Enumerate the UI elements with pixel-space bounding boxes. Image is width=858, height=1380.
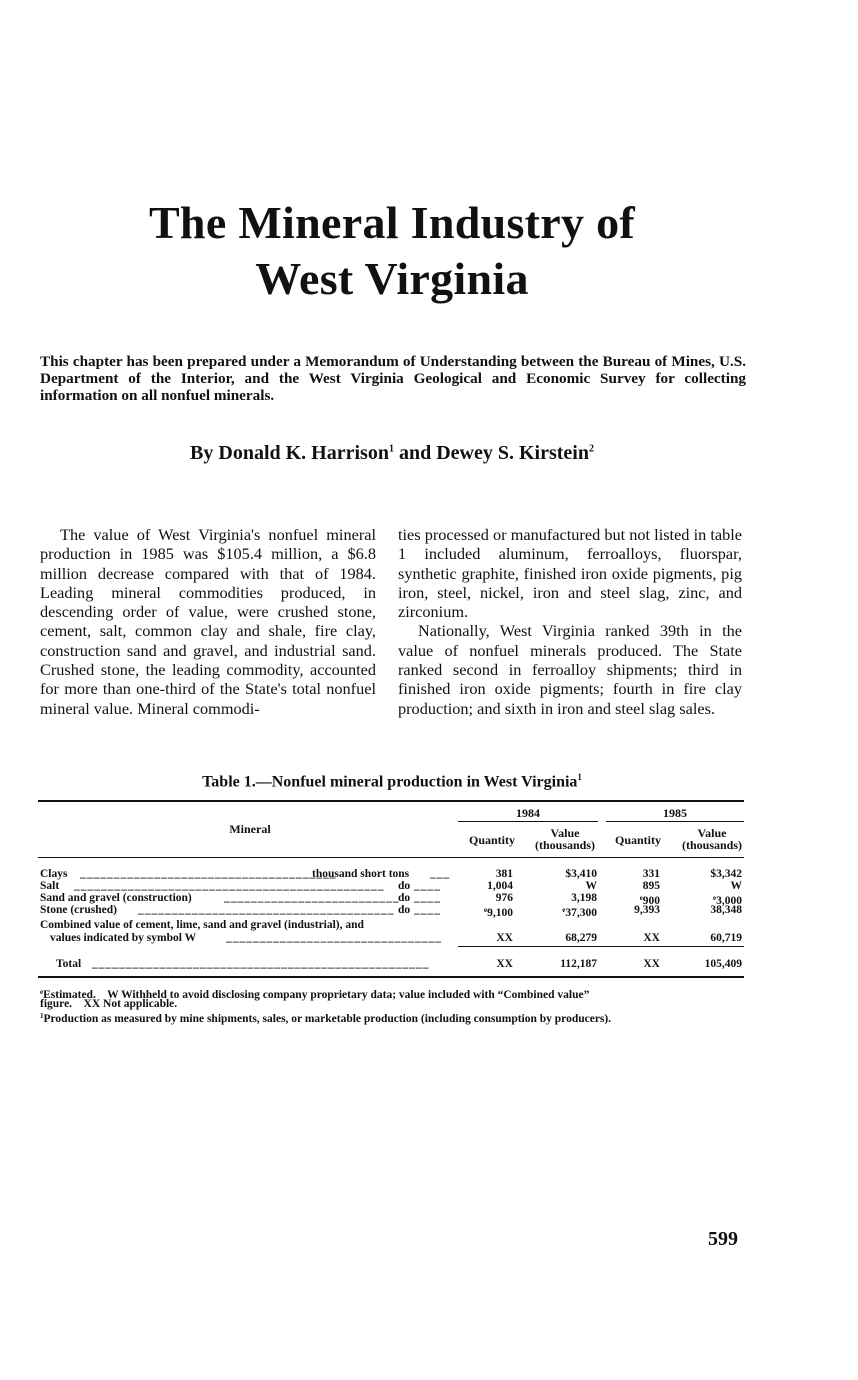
table-footnote-2: $^1$Production as measured by mine shipments, sales, or marketable production (including consumption by producers). — [40, 1012, 612, 1025]
leader-dots: ______________________________________________ — [74, 880, 385, 892]
body-paragraph-1-cont: ties processed or manufactured but not listed in table 1 included aluminum, ferroalloys, fluorspar, synthetic graphite, finished iron oxide pigments, pig iron, steel, nickel, iron and steel slag, zinc, and zirconium. — [398, 525, 742, 622]
author-1: By Donald K. Harrison — [190, 442, 389, 464]
author-2-footnote: 2 — [588, 443, 594, 455]
body-paragraph-2: Nationally, West Virginia ranked 39th in the value of nonfuel minerals produced. The State ranked second in ferroalloy shipments; third in finished iron oxide pigments; fourth in fire clay production; and sixth in iron and steel slag sales. — [398, 621, 742, 718]
byline — [0, 442, 784, 465]
table-row: Salt ______________________________________________ do ____ 1,004 W 895 W — [40, 880, 742, 892]
body-column-left — [40, 525, 376, 718]
header-bottom-rule — [38, 857, 744, 858]
title-line-2: West Virginia — [255, 253, 529, 304]
table-caption-footnote: 1 — [577, 772, 582, 782]
table-footnote-1b: figure. XX Not applicable. — [40, 998, 178, 1010]
table-row-total: Total __________________________________________________ XX 112,187 XX 105,409 — [56, 958, 742, 970]
combined-sum-rule — [458, 946, 744, 947]
header-mineral: Mineral — [229, 822, 271, 836]
body-column-right — [398, 525, 742, 718]
table-footnote-1: $^e$Estimated. W Withheld to avoid disclosing company proprietary data; value included with “Combined value” — [40, 988, 590, 1001]
table-top-rule — [38, 800, 744, 802]
table-row-combined: values indicated by symbol W ________________________________ XX 68,279 XX 60,719 — [50, 932, 742, 944]
leader-dots: __________________________ — [224, 892, 400, 904]
year-1985-rule — [606, 821, 744, 822]
table-row: Clays ______________________________________ thousand short tons ___ 381 $3,410 331 $3,342 — [40, 868, 742, 880]
leader-dots: ____ — [414, 904, 441, 916]
table-caption: Table 1.—Nonfuel mineral production in West Virginia$^1$ — [202, 772, 582, 791]
chapter-title — [0, 195, 784, 307]
table-bottom-rule — [38, 976, 744, 978]
year-1984-rule — [458, 821, 598, 822]
leader-dots: ____ — [414, 892, 441, 904]
leader-dots: ______________________________________ — [80, 868, 337, 880]
table-row: Sand and gravel (construction) __________________________ do ____ 976 3,198 $^e$900 $^e$3,000 — [40, 892, 742, 907]
leader-dots: ___ — [430, 868, 451, 880]
title-line-1: The Mineral Industry of — [148, 197, 636, 248]
leader-dots: ________________________________ — [226, 932, 442, 944]
header-quantity-1984: Quantity — [468, 833, 515, 847]
author-2: and Dewey S. Kirstein — [393, 442, 589, 464]
body-paragraph-1: The value of West Virginia's nonfuel mineral production in 1985 was $105.4 million, a $6.8 million decrease compared with that of 1984. Leading mineral commodities produced, in descending order of value, were crushed stone, cement, salt, common clay and shale, fire clay, construction sand and gravel, and industrial sand. Crushed stone, the leading commodity, accounted for more than one-third of the State's total nonfuel mineral value. Mineral commodi- — [40, 525, 376, 718]
header-value-1984: Value (thousands) — [534, 826, 596, 852]
header-quantity-1985: Quantity — [614, 833, 661, 847]
leader-dots: ______________________________________ — [138, 904, 395, 916]
header-value-1985: Value (thousands) — [681, 826, 743, 852]
table-row-combined-label: Combined value of cement, lime, sand and gravel (industrial), and — [40, 919, 364, 931]
leader-dots: __________________________________________________ — [92, 958, 430, 970]
table-row: Stone (crushed) ______________________________________ do ____ $^e$9,100 $^e$37,300 9,393 38,348 — [40, 904, 742, 919]
author-1-footnote: 1 — [388, 443, 394, 455]
header-year-1985: 1985 — [663, 806, 687, 820]
page-number: 599 — [708, 1228, 738, 1250]
preface-note: This chapter has been prepared under a Memorandum of Understanding between the Bureau of Mines, U.S. Department of the Interior, and the West Virginia Geological and Economic Survey for collecting information on all nonfuel minerals. — [40, 353, 746, 404]
leader-dots: ____ — [414, 880, 441, 892]
header-year-1984: 1984 — [516, 806, 540, 820]
